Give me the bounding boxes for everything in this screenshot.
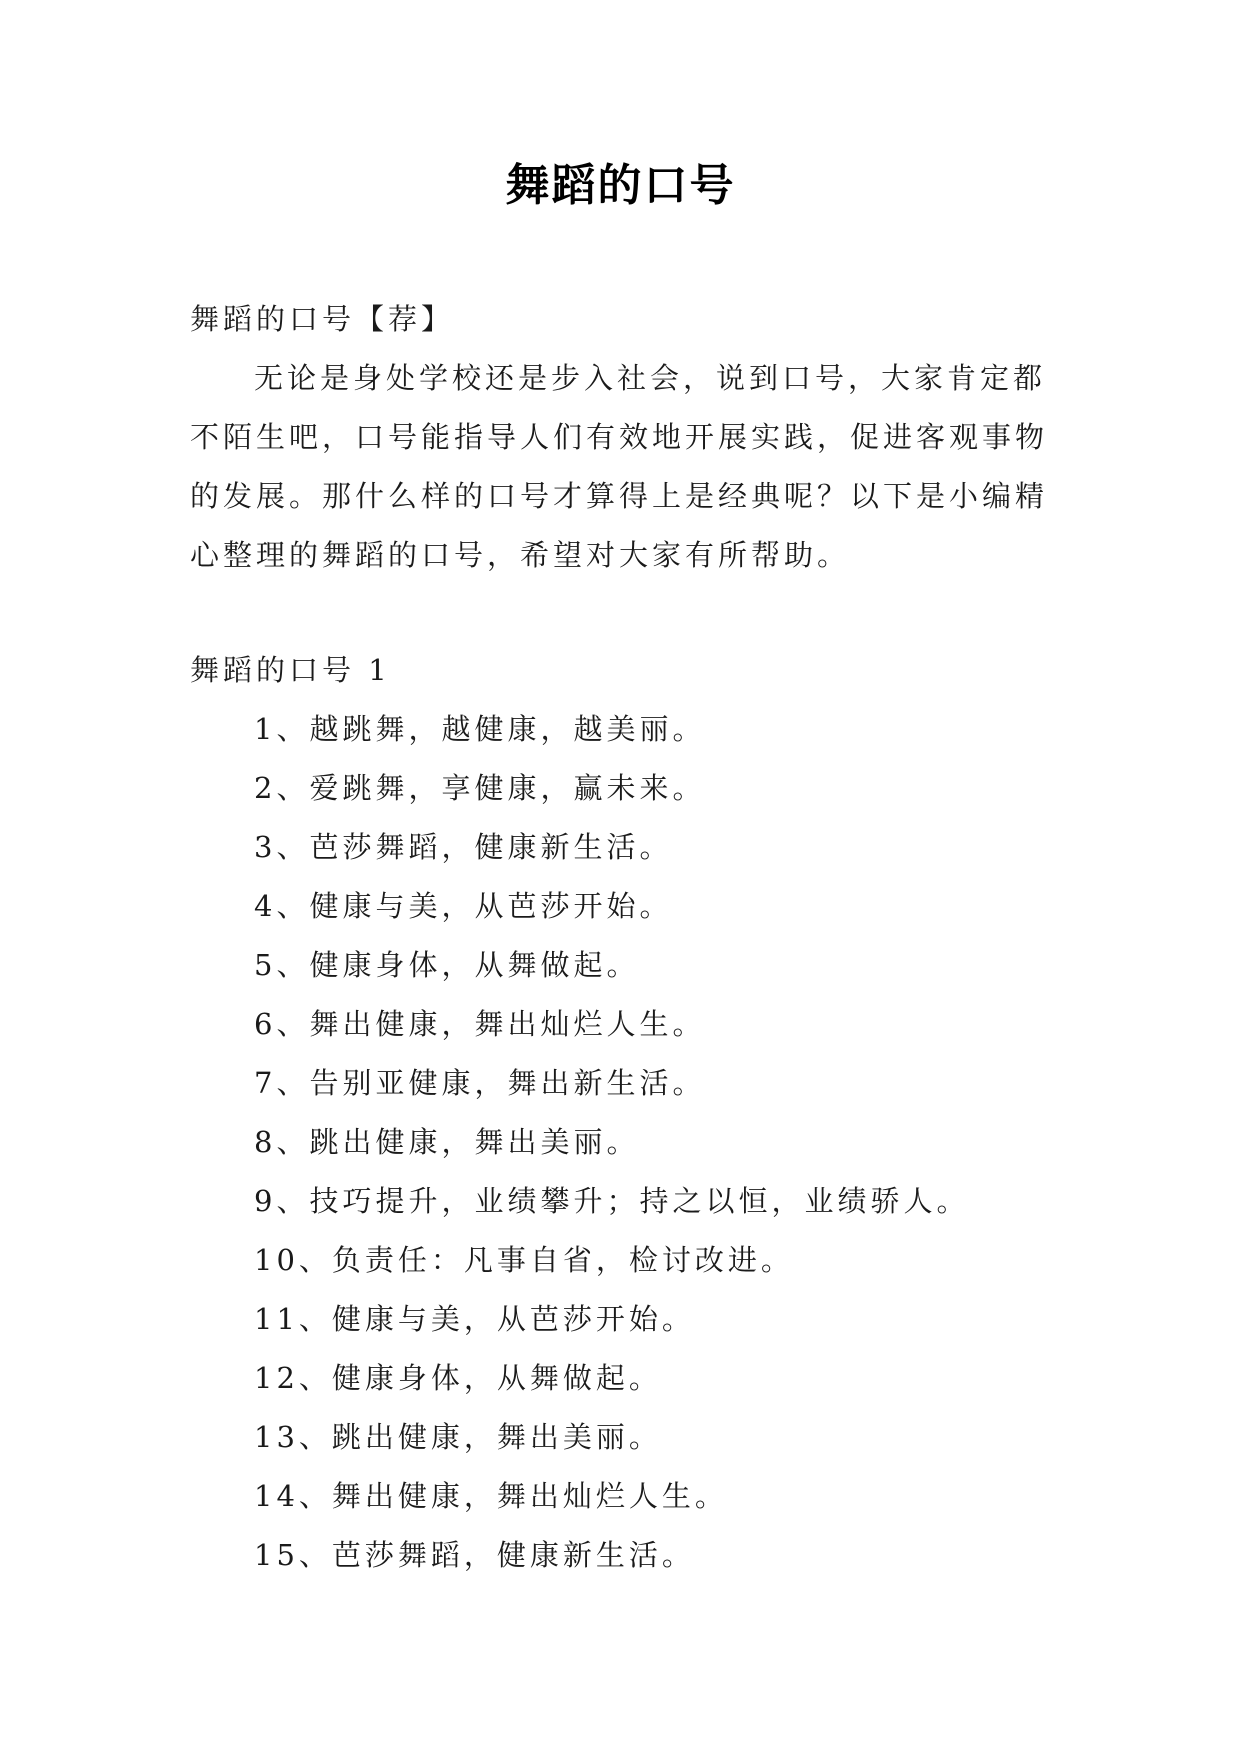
list-item: 10、负责任：凡事自省，检讨改进。 xyxy=(254,1243,794,1277)
list-item: 8、跳出健康，舞出美丽。 xyxy=(254,1125,640,1159)
list-item: 12、健康身体，从舞做起。 xyxy=(254,1361,662,1395)
list-item: 6、舞出健康，舞出灿烂人生。 xyxy=(254,1007,706,1041)
list-item: 7、告别亚健康，舞出新生活。 xyxy=(254,1066,706,1100)
intro-paragraph: 无论是身处学校还是步入社会，说到口号，大家肯定都不陌生吧，口号能指导人们有效地开展实践，促进客观事物的发展。那什么样的口号才算得上是经典呢？以下是小编精心整理的舞蹈的口号，希望对大家有所帮助。 xyxy=(190,361,1049,572)
list-item: 5、健康身体，从舞做起。 xyxy=(254,948,640,982)
list-item: 14、舞出健康，舞出灿烂人生。 xyxy=(254,1479,728,1513)
document-title: 舞蹈的口号 xyxy=(505,160,736,211)
list-item: 11、健康与美，从芭莎开始。 xyxy=(254,1302,695,1336)
subtitle: 舞蹈的口号【荐】 xyxy=(190,302,455,336)
list-item: 4、健康与美，从芭莎开始。 xyxy=(254,889,673,923)
list-item: 9、技巧提升，业绩攀升；持之以恒，业绩骄人。 xyxy=(254,1184,970,1218)
list-item: 1、越跳舞，越健康，越美丽。 xyxy=(254,712,706,746)
list-item: 2、爱跳舞，享健康，赢未来。 xyxy=(254,771,706,805)
list-item: 13、跳出健康，舞出美丽。 xyxy=(254,1420,662,1454)
document-body xyxy=(190,290,1050,1585)
list-item: 15、芭莎舞蹈，健康新生活。 xyxy=(254,1538,695,1572)
section-heading: 舞蹈的口号 1 xyxy=(190,653,391,687)
section-gap xyxy=(190,585,1050,641)
list-item: 3、芭莎舞蹈，健康新生活。 xyxy=(254,830,673,864)
